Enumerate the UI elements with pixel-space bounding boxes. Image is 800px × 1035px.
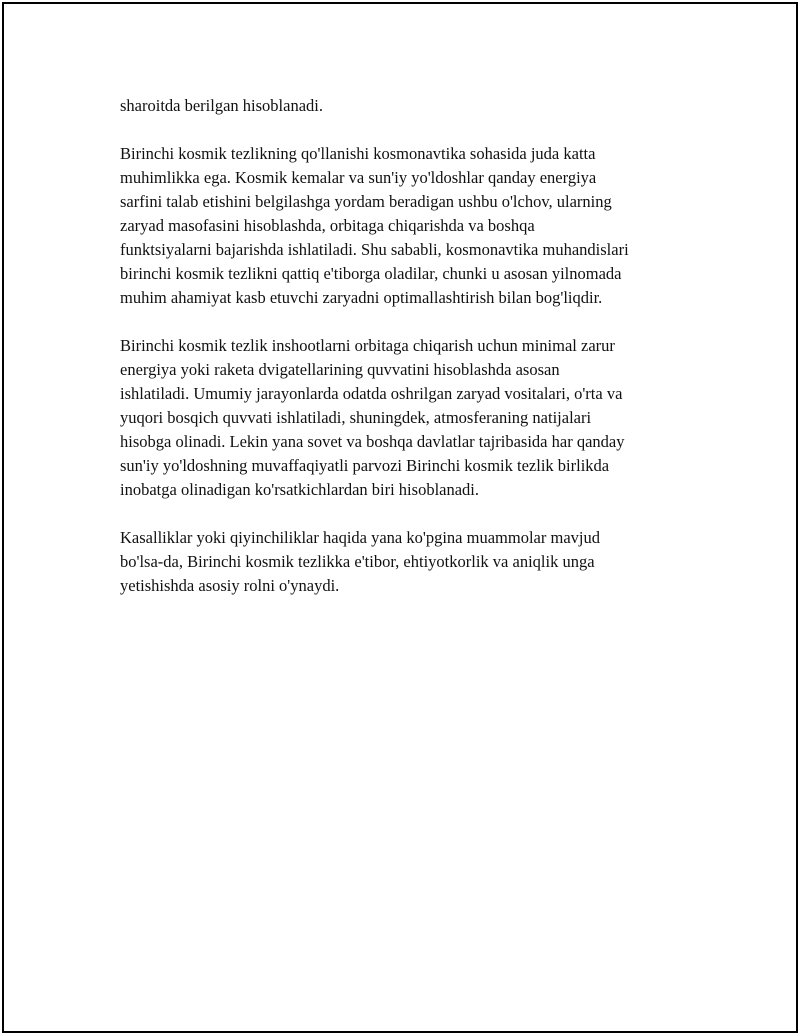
text-line: bo'lsa-da, Birinchi kosmik tezlikka e'tibor, ehtiyotkorlik va aniqlik unga [120,552,595,571]
paragraph-1 [120,94,700,118]
paragraph-2 [120,142,700,310]
text-line: muhimlikka ega. Kosmik kemalar va sun'iy yo'ldoshlar qanday energiya [120,168,597,187]
text-line: sun'iy yo'ldoshning muvaffaqiyatli parvozi Birinchi kosmik tezlik birlikda [120,456,610,475]
text-line: Birinchi kosmik tezlikning qo'llanishi kosmonavtika sohasida juda katta [120,144,596,163]
text-line: Birinchi kosmik tezlik inshootlarni orbitaga chiqarish uchun minimal zarur [120,336,615,355]
paragraph-3 [120,334,700,502]
document-body [120,94,700,622]
text-line: yetishishda asosiy rolni o'ynaydi. [120,576,340,595]
text-line: zaryad masofasini hisoblashda, orbitaga chiqarishda va boshqa [120,216,535,235]
paragraph-4 [120,526,700,598]
text-line: funktsiyalarni bajarishda ishlatiladi. Shu sababli, kosmonavtika muhandislari [120,240,629,259]
text-line: birinchi kosmik tezlikni qattiq e'tiborga oladilar, chunki u asosan yilnomada [120,264,622,283]
text-line: energiya yoki raketa dvigatellarining quvvatini hisoblashda asosan [120,360,560,379]
text-line: muhim ahamiyat kasb etuvchi zaryadni optimallashtirish bilan bog'liqdir. [120,288,603,307]
text-line: Kasalliklar yoki qiyinchiliklar haqida yana ko'pgina muammolar mavjud [120,528,600,547]
document-page [2,2,798,1033]
text-line: ishlatiladi. Umumiy jarayonlarda odatda oshrilgan zaryad vositalari, o'rta va [120,384,623,403]
text-line: hisobga olinadi. Lekin yana sovet va boshqa davlatlar tajribasida har qanday [120,432,625,451]
text-line: sharoitda berilgan hisoblanadi. [120,96,323,115]
text-line: sarfini talab etishini belgilashga yordam beradigan ushbu o'lchov, ularning [120,192,612,211]
text-line: yuqori bosqich quvvati ishlatiladi, shuningdek, atmosferaning natijalari [120,408,592,427]
text-line: inobatga olinadigan ko'rsatkichlardan biri hisoblanadi. [120,480,480,499]
